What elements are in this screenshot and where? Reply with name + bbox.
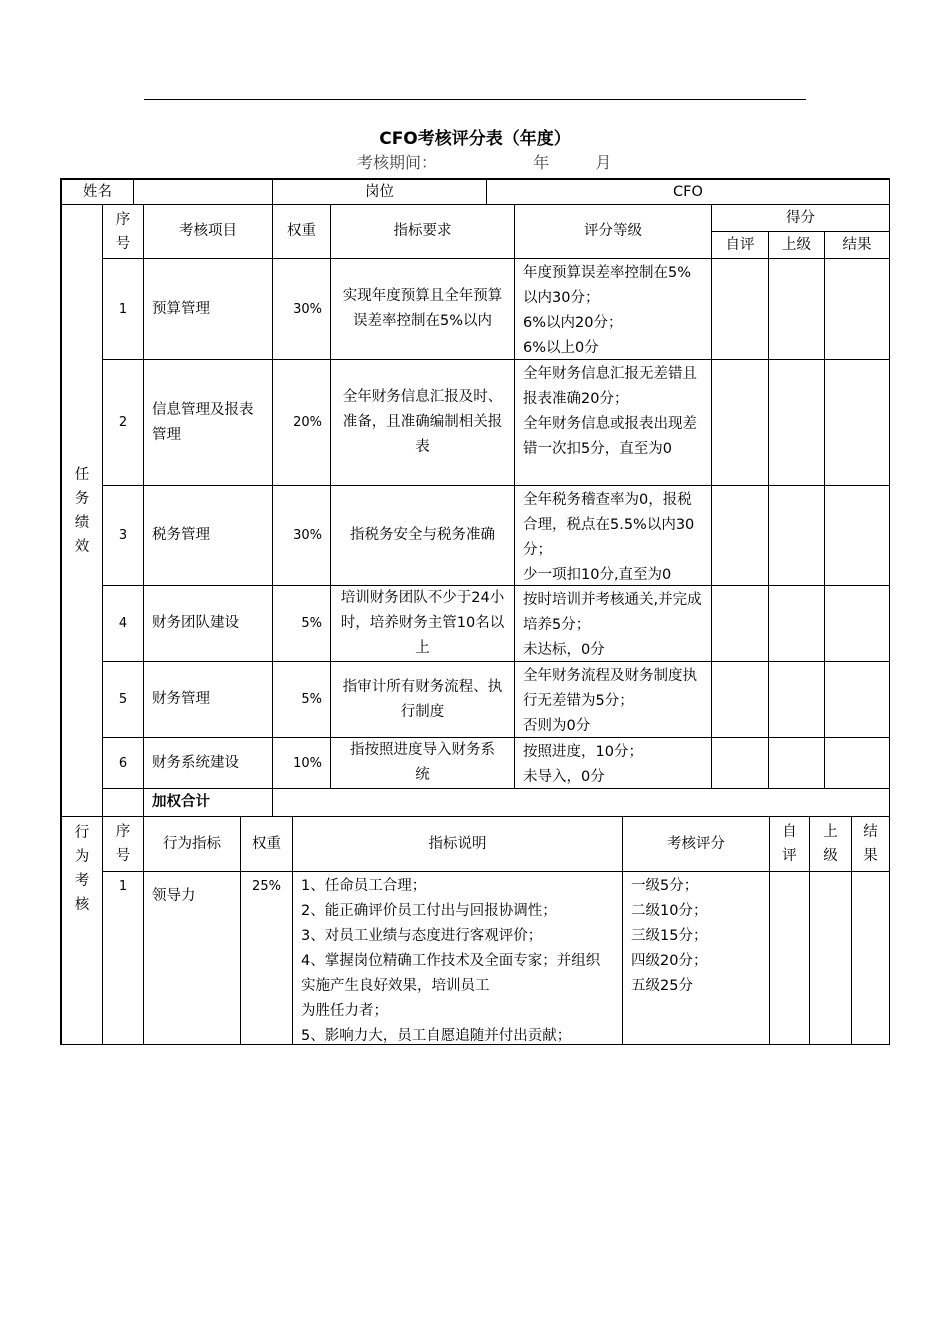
task-row-grading: 全年财务信息汇报无差错且报表准确20分； 全年财务信息或报表出现差错一次扣5分，直至为0 [515,360,712,486]
top-rule [144,99,806,100]
name-label: 姓名 [62,180,134,205]
behavior-col-seq: 序号 [103,817,144,872]
task-row-seq: 4 [103,586,144,662]
task-row-self-score[interactable] [712,662,769,738]
task-row-grading: 年度预算误差率控制在5%以内30分； 6%以内20分； 6%以上0分 [515,259,712,360]
task-row-requirement: 实现年度预算且全年预算误差率控制在5%以内 [331,259,515,360]
task-row-result-score[interactable] [825,586,890,662]
task-row-grading: 全年财务流程及财务制度执行无差错为5分； 否则为0分 [515,662,712,738]
task-row-self-score[interactable] [712,360,769,486]
task-col-seq: 序号 [103,205,144,259]
behavior-col-superior: 上级 [810,817,852,872]
name-value-field[interactable] [134,180,273,205]
task-col-score: 得分 [712,205,890,232]
task-row-weight: 30% [273,486,331,586]
behavior-col-weight: 权重 [241,817,293,872]
task-row-item: 信息管理及报表管理 [144,360,273,486]
task-col-item: 考核项目 [144,205,273,259]
behavior-row-superior-score[interactable] [810,872,852,1045]
task-col-weight: 权重 [273,205,331,259]
task-col-result: 结果 [825,232,890,259]
task-row-requirement: 指按照进度导入财务系统 [331,738,515,789]
task-row-requirement: 全年财务信息汇报及时、准备，且准确编制相关报表 [331,360,515,486]
behavior-col-indicator: 行为指标 [144,817,241,872]
task-row-weight: 5% [273,662,331,738]
task-row-item: 财务管理 [144,662,273,738]
task-row-self-score[interactable] [712,586,769,662]
task-row-superior-score[interactable] [769,360,825,486]
task-row-seq: 3 [103,486,144,586]
task-row-seq: 1 [103,259,144,360]
task-row-seq: 5 [103,662,144,738]
behavior-col-self: 自评 [770,817,810,872]
period-year: 年 [533,153,550,172]
behavior-row-result-score[interactable] [852,872,890,1045]
period-label: 考核期间： [357,153,438,172]
behavior-col-description: 指标说明 [293,817,623,872]
task-row-weight: 20% [273,360,331,486]
behavior-row-seq: 1 [103,872,144,1045]
task-row-weight: 30% [273,259,331,360]
task-row-result-score[interactable] [825,360,890,486]
period-month: 月 [595,153,612,172]
task-row-result-score[interactable] [825,259,890,360]
task-row-superior-score[interactable] [769,486,825,586]
position-label: 岗位 [273,180,487,205]
behavior-row-description: 1、任命员工合理； 2、能正确评价员工付出与回报协调性； 3、对员工业绩与态度进行客观评价； 4、掌握岗位精确工作技术及全面专家；并组织实施产生良好效果，培训员工 为胜任力者； 5、影响力大，员工自愿追随并付出贡献； [293,872,623,1045]
assessment-table [60,178,890,1045]
task-row-item: 预算管理 [144,259,273,360]
task-col-superior: 上级 [769,232,825,259]
task-row-result-score[interactable] [825,738,890,789]
task-row-requirement: 指税务安全与税务准确 [331,486,515,586]
task-row-seq: 2 [103,360,144,486]
task-col-self: 自评 [712,232,769,259]
behavior-row-indicator: 领导力 [144,872,241,1045]
task-row-item: 财务团队建设 [144,586,273,662]
behavior-row-weight: 25% [241,872,293,1045]
task-row-self-score[interactable] [712,486,769,586]
task-row-item: 财务系统建设 [144,738,273,789]
position-value: CFO [487,180,890,205]
task-row-requirement: 培训财务团队不少于24小时，培养财务主管10名以上 [331,586,515,662]
behavior-col-result: 结果 [852,817,890,872]
task-col-requirement: 指标要求 [331,205,515,259]
assessment-period [357,150,611,173]
task-row-grading: 按照进度，10分； 未导入，0分 [515,738,712,789]
task-row-weight: 10% [273,738,331,789]
task-row-self-score[interactable] [712,738,769,789]
task-col-grading: 评分等级 [515,205,712,259]
behavior-row-self-score[interactable] [770,872,810,1045]
task-row-item: 税务管理 [144,486,273,586]
task-row-superior-score[interactable] [769,662,825,738]
behavior-row-grading: 一级5分； 二级10分； 三级15分； 四级20分； 五级25分 [623,872,770,1045]
task-section-label: 任务绩效 [62,205,103,817]
task-row-requirement: 指审计所有财务流程、执行制度 [331,662,515,738]
weighted-total-value[interactable] [273,789,890,817]
task-row-weight: 5% [273,586,331,662]
weighted-total-label: 加权合计 [144,789,273,817]
task-row-grading: 全年税务稽查率为0，报税合理，税点在5.5%以内30分； 少一项扣10分,直至为0 [515,486,712,586]
task-row-superior-score[interactable] [769,738,825,789]
task-row-seq: 6 [103,738,144,789]
task-row-self-score[interactable] [712,259,769,360]
task-row-superior-score[interactable] [769,586,825,662]
task-row-result-score[interactable] [825,662,890,738]
task-row-grading: 按时培训并考核通关,并完成培养5分； 未达标，0分 [515,586,712,662]
behavior-section-label: 行为考核 [62,817,103,1045]
task-row-superior-score[interactable] [769,259,825,360]
page-title: CFO考核评分表（年度） [379,129,571,149]
behavior-col-grading: 考核评分 [623,817,770,872]
task-row-result-score[interactable] [825,486,890,586]
